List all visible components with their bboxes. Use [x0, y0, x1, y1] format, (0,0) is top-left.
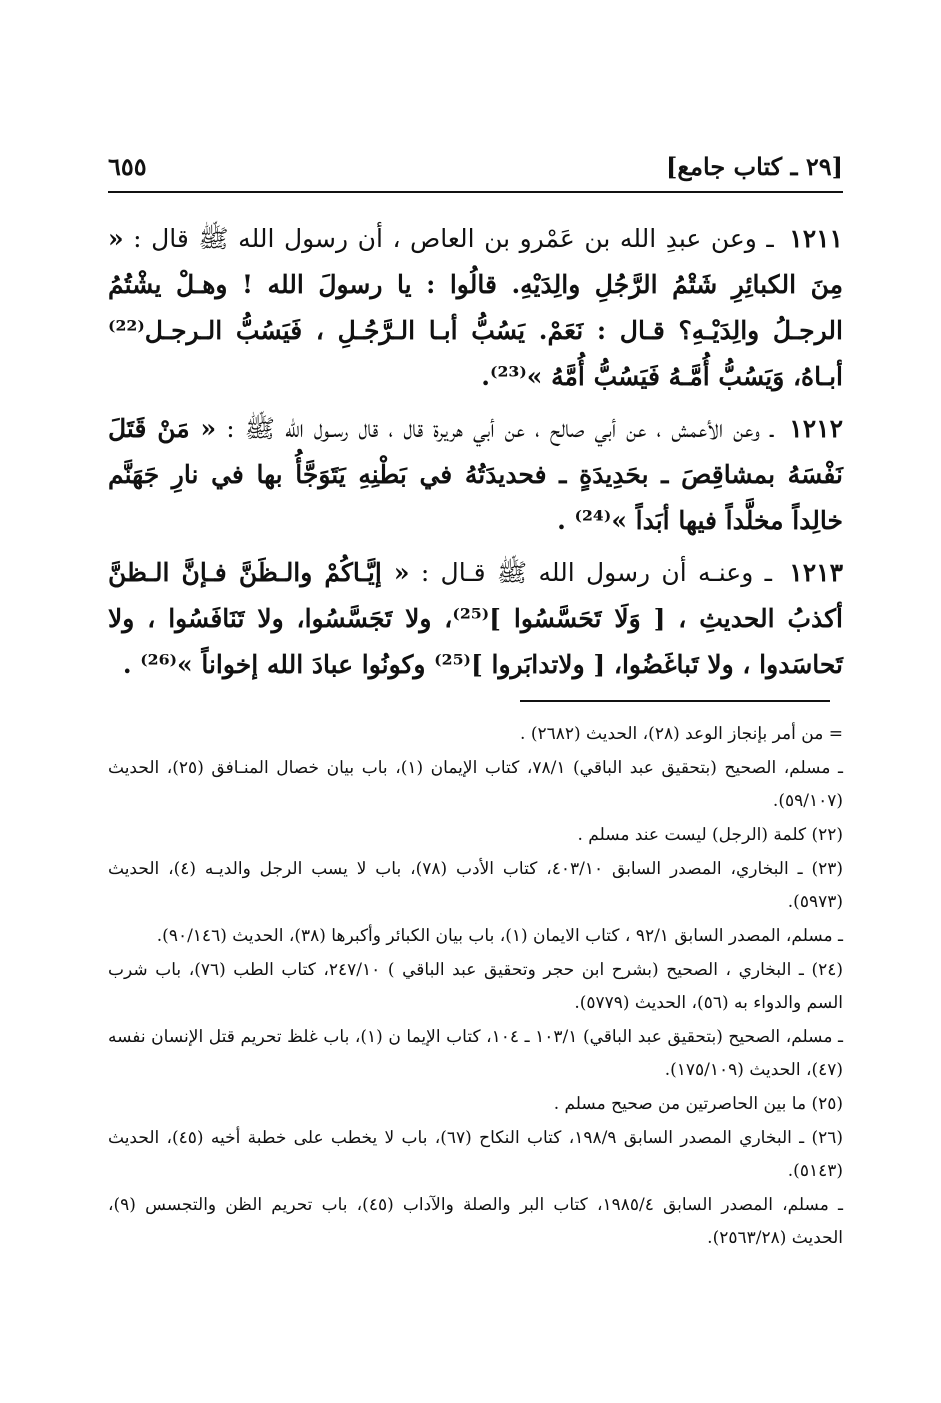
chapter-title: [٢٩ ـ كتاب جامع]: [666, 151, 843, 181]
page-number: ٦٥٥: [108, 151, 147, 181]
footnote-23: (٢٣) ـ البخاري، المصدر السابق ٤٠٣/١٠، كتاب الأدب (٧٨)، باب لا يسب الرجل والديـه (٤)، الحديث (٥٩٧٣).: [108, 859, 844, 912]
footnote-continuation: = من أمر بإنجاز الوعد (٢٨)، الحديث (٢٦٨٢) .: [520, 724, 843, 744]
footnote-26: (٢٦) ـ البخاري المصدر السابق ١٩٨/٩، كتاب النكاح (٦٧)، باب لا يخطب على خطبة أخيه (٤٥)، الحديث (٥١٤٣).: [108, 1128, 843, 1181]
footnote-entry: ـ مسلم، المصدر السابق ٩٢/١ ، كتاب الايمان (١)، باب بيان الكبائر وأكبرها (٣٨)، الحديث (٩٠/١٤٦).: [156, 926, 843, 946]
hadith-narration: ـ وعنـه أن رسول الله ﷺ قـال :: [420, 558, 772, 587]
header-rule: [108, 191, 843, 193]
footnote-entry: ـ مسلم، الصحيح (بتحقيق عبد الباقي) ١٠٣/١ ـ ١٠٤، كتاب الإيما ن (١)، باب غلظ تحريم قتل الإنسان نفسه (٤٧)، الحديث (١٧٥/١٠٩).: [108, 1027, 843, 1080]
hadith-1211: [108, 216, 843, 400]
hadith-quote: « إيَّـاكُمْ والـظَنَّ فـإنَّ الـظنَّ أكذبُ الحديثِ ، [ وَلَا تَحَسَّسُوا ]⁽²⁵⁾، ولا تَجَسَّسُوا، ولا تَنَافَسُوا ، ولا تَحاسَدوا ، ولا تَباغَضُوا، [ ولاتدابَروا ]⁽²⁵⁾ وكونُوا عبادَ الله إخواناً »⁽²⁶⁾ .: [108, 558, 843, 679]
footnote-entry: ـ مسلم، الصحيح (بتحقيق عبد الباقي) ٧٨/١، كتاب الإيمان (١)، باب بيان خصال المنـافق (٢٥)، الحديث (٥٩/١٠٧).: [108, 758, 843, 811]
footnote-25: (٢٥) ما بين الحاصرتين من صحيح مسلم .: [553, 1094, 843, 1114]
hadith-1213: [108, 550, 843, 688]
hadith-number: ١٢١١: [789, 224, 843, 253]
running-header: [108, 146, 843, 186]
hadith-narration: ـ وعن الأعمش ، عن أبي صالح ، عن أبي هريرة قال ، قال رسـول الله ﷺ :: [226, 414, 774, 443]
hadith-quote: « مِنَ الكبائِرِ شَتْمُ الرَّجُلِ والِدَيْهِ. قالُوا : يا رسولَ الله ! وهـلْ يشْتُمُ الرجـلُ والِدَيْـهِ؟ قـال : نَعَمْ. يَسُبُّ أبـا الـرَّجُـلِ ، فَيَسُبُّ الـرجـل⁽²²⁾ أبـاهُ، وَيَسُبُّ أُمَّـهُ فَيَسُبُّ أُمَّهُ »⁽²³⁾.: [108, 224, 843, 391]
footnote-24: (٢٤) ـ البخاري ، الصحيح (بشرح ابن حجر وتحقيق عبد الباقي ) ٢٤٧/١٠، كتاب الطب (٧٦)، باب شرب السم والدواء به (٥٦)، الحديث (٥٧٧٩).: [108, 960, 843, 1013]
hadith-number: ١٢١٣: [789, 558, 843, 587]
main-text: [108, 216, 843, 694]
hadith-number: ١٢١٢: [789, 414, 843, 443]
footnote-separator: [520, 700, 830, 702]
footnote-22: (٢٢) كلمة (الرجل) ليست عند مسلم .: [577, 825, 843, 845]
hadith-quote: « مَنْ قَتَلَ نَفْسَهُ بمشاقِصَ ـ بحَدِيدَةٍ ـ فحديدَتُهُ في بَطْنِهِ يَتَوَجَّأُ بها في نارِ جَهَنَّم خالِداً مخلَّداً فيها أبَداً »⁽²⁴⁾ .: [108, 414, 843, 535]
footnotes: [108, 718, 843, 1256]
hadith-narration: ـ وعن عبدِ الله بن عَمْرو بن العاص ، أن رسول الله ﷺ قال :: [133, 224, 774, 253]
hadith-1212: [108, 406, 843, 544]
footnote-entry: ـ مسلم، المصدر السابق ١٩٨٥/٤، كتاب البر والصلة والآداب (٤٥)، باب تحريم الظن والتجسس (٩)، الحديث (٢٥٦٣/٢٨).: [108, 1195, 843, 1248]
